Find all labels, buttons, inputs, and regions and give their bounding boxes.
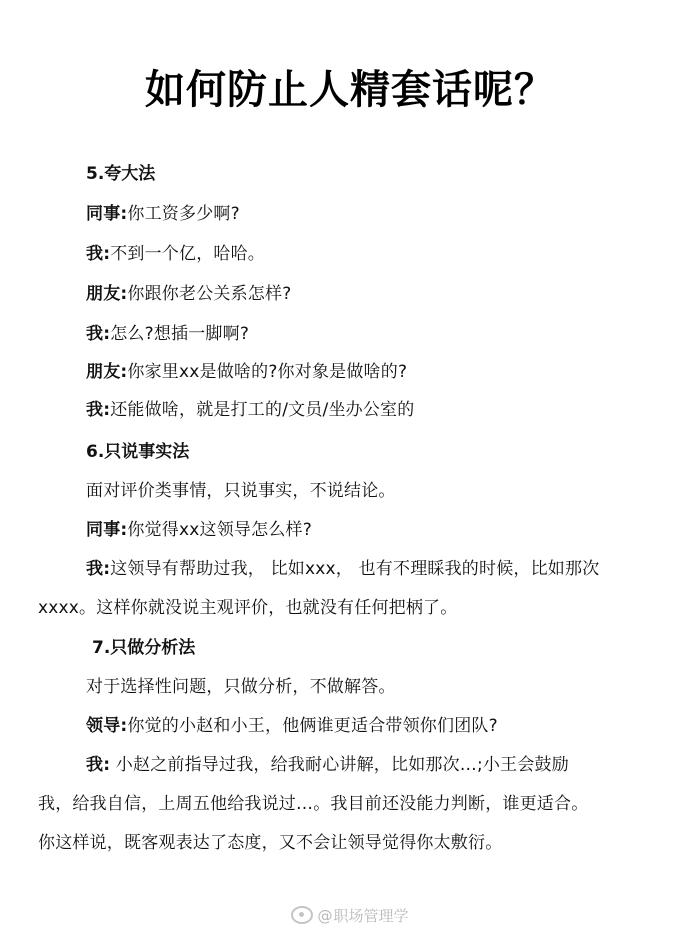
watermark — [0, 905, 700, 927]
speaker-label: 我: — [86, 755, 111, 775]
page-title: 如何防止人精套话呢？ — [145, 67, 555, 113]
dialogue-line — [86, 714, 676, 738]
line-text: 我，给我自信，上周五他给我说过…。我目前还没能力判断，谁更适合。 — [38, 794, 589, 814]
dialogue-line — [86, 753, 676, 777]
dialogue-line — [38, 596, 628, 620]
line-text: 你觉得xx这领导怎么样? — [127, 520, 312, 540]
watermark-at: @ — [317, 907, 333, 925]
line-text: 面对评价类事情，只说事实，不说结论。 — [86, 481, 396, 501]
weibo-icon — [291, 906, 313, 924]
dialogue-line — [86, 282, 676, 306]
dialogue-line — [86, 322, 676, 346]
line-text: 你家里xx是做啥的?你对象是做啥的? — [127, 362, 408, 382]
dialogue-line — [38, 792, 628, 816]
dialogue-line — [86, 518, 676, 542]
line-text: 还能做啥，就是打工的/文员/坐办公室的 — [110, 400, 415, 420]
dialogue-line — [86, 202, 676, 226]
watermark-account: 职场管理学 — [333, 907, 409, 925]
speaker-label: 我: — [86, 244, 111, 264]
line-text: xxxx。这样你就没说主观评价，也就没有任何把柄了。 — [38, 598, 458, 618]
dialogue-line — [38, 831, 628, 855]
line-text: 这领导有帮助过我， 比如xxx， 也有不理睬我的时候，比如那次 — [110, 559, 600, 579]
line-text: 不到一个亿，哈哈。 — [110, 244, 266, 264]
dialogue-line — [86, 242, 676, 266]
line-text: 对于选择性问题，只做分析，不做解答。 — [86, 677, 396, 697]
line-text: 你工资多少啊? — [127, 204, 240, 224]
speaker-label: 我: — [86, 559, 111, 579]
dialogue-line — [86, 557, 676, 581]
speaker-label: 我: — [86, 400, 111, 420]
section-heading-exaggeration: 5.夸大法 — [86, 164, 156, 184]
dialogue-line — [86, 479, 676, 503]
dialogue-line — [86, 360, 676, 384]
speaker-label: 朋友: — [86, 362, 128, 382]
speaker-label: 朋友: — [86, 284, 128, 304]
line-text: 你跟你老公关系怎样? — [127, 284, 292, 304]
section-heading-facts-only: 6.只说事实法 — [86, 442, 190, 462]
line-text: 怎么?想插一脚啊? — [110, 324, 250, 344]
dialogue-line — [86, 398, 676, 422]
line-text: 小赵之前指导过我，给我耐心讲解，比如那次…;小王会鼓励 — [110, 755, 569, 775]
line-text: 你这样说，既客观表达了态度，又不会让领导觉得你太敷衍。 — [38, 833, 503, 853]
dialogue-line — [86, 675, 676, 699]
line-text: 你觉的小赵和小王，他俩谁更适合带领你们团队? — [127, 716, 498, 736]
speaker-label: 同事: — [86, 520, 128, 540]
speaker-label: 领导: — [86, 716, 128, 736]
speaker-label: 我: — [86, 324, 111, 344]
speaker-label: 同事: — [86, 204, 128, 224]
section-heading-analysis-only: 7.只做分析法 — [92, 638, 196, 658]
